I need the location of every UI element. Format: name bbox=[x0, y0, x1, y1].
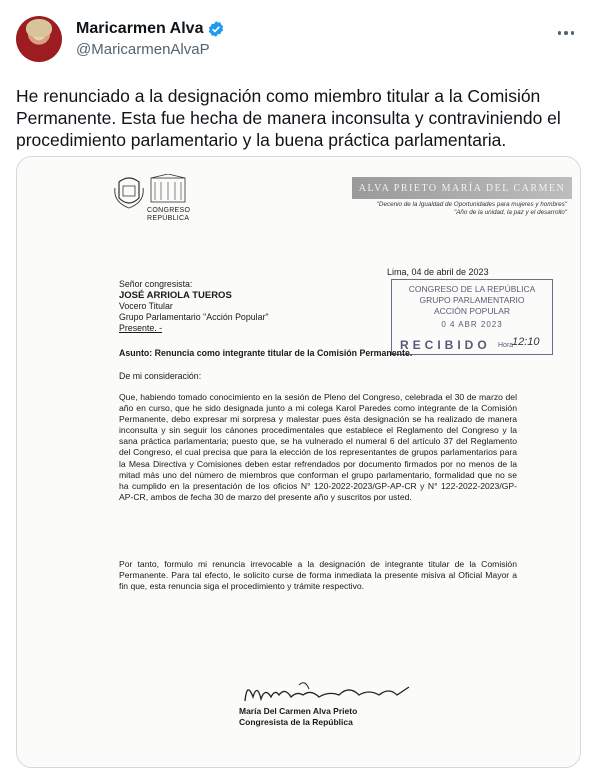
letter-subject: Asunto: Renuncia como integrante titular de la Comisión Permanente. bbox=[119, 348, 413, 358]
letter-paragraph-1: Que, habiendo tomado conocimiento en la sesión de Pleno del Congreso, celebrada el 30 de marzo del año en curso, que he sido designada junto a mi colega Karol Paredes como integrante de la Comisión Permanente, debo expresar mi sorpresa y malestar pues ésta designación se ha realizado de manera inconsulta y sin seguir los cánones procedimentales que establece el Reglamento del Congreso y la sana práctica parlamentaria; puesto que, se ha vulnerado el numeral 6 del artículo 37 del Reglamento del Congreso, el cual precisa que para la elección de los representantes de grupos parlamentarios para la Mesa Directiva y Comisiones deben estar refrendados por documento firmados por no menos de la mitad más uno del número de miembros que conforman el grupo parlamentario, formalidad que no se ha cumplido en la presentación de los oficios N° 120-2022-2023/GP-AP-CR y N° 122-2022-2023/GP-AP-CR, ambos de fecha 30 de marzo del presente año y suscritos por usted. bbox=[119, 392, 517, 502]
letter-document bbox=[17, 157, 580, 767]
attached-image[interactable] bbox=[16, 156, 581, 768]
recipient-block: Señor congresista: JOSÉ ARRIOLA TUEROS Vocero Titular Grupo Parlamentario "Acción Popular" Presente. - bbox=[119, 279, 269, 333]
more-options-icon[interactable] bbox=[555, 22, 577, 44]
tweet-header bbox=[16, 16, 579, 64]
tweet-text: He renunciado a la designación como miembro titular a la Comisión Permanente. Esta fue hecha de manera inconsulta y contraviniendo el procedimiento parlamentario y la buena práctica parlamentaria. bbox=[16, 86, 561, 150]
author-display-name[interactable]: Maricarmen Alva bbox=[76, 20, 204, 37]
letter-paragraph-2: Por tanto, formulo mi renuncia irrevocable a la designación de integrante titular de la Comisión Permanente. Para tal efecto, le solicito curse de forma inmediata la presente misiva al Oficial Mayor a fin que, esta renuncia siga el procedimiento y trámite respectivo. bbox=[119, 559, 517, 592]
letter-date: Lima, 04 de abril de 2023 bbox=[387, 267, 489, 277]
handwritten-signature bbox=[239, 677, 419, 707]
verified-badge-icon bbox=[207, 20, 225, 38]
congress-logo-text: CONGRESO REPÚBLICA bbox=[147, 207, 191, 222]
author-name-row bbox=[76, 20, 225, 38]
avatar[interactable] bbox=[16, 16, 62, 62]
reception-stamp: CONGRESO DE LA REPÚBLICA GRUPO PARLAMENTARIO ACCIÓN POPULAR 0 4 ABR 2023 RECIBIDO Hora 12:10 bbox=[391, 279, 553, 355]
author-handle[interactable]: @MaricarmenAlvaP bbox=[76, 41, 210, 58]
signatory-block: María Del Carmen Alva Prieto Congresista de la República bbox=[239, 706, 358, 727]
letterhead-banner: ALVA PRIETO MARÍA DEL CARMEN bbox=[352, 177, 572, 199]
letter-greeting: De mi consideración: bbox=[119, 371, 202, 381]
letterhead-motto: "Decenio de la Igualdad de Oportunidades para mujeres y hombres" "Año de la unidad, la paz y el desarrollo" bbox=[376, 201, 567, 216]
